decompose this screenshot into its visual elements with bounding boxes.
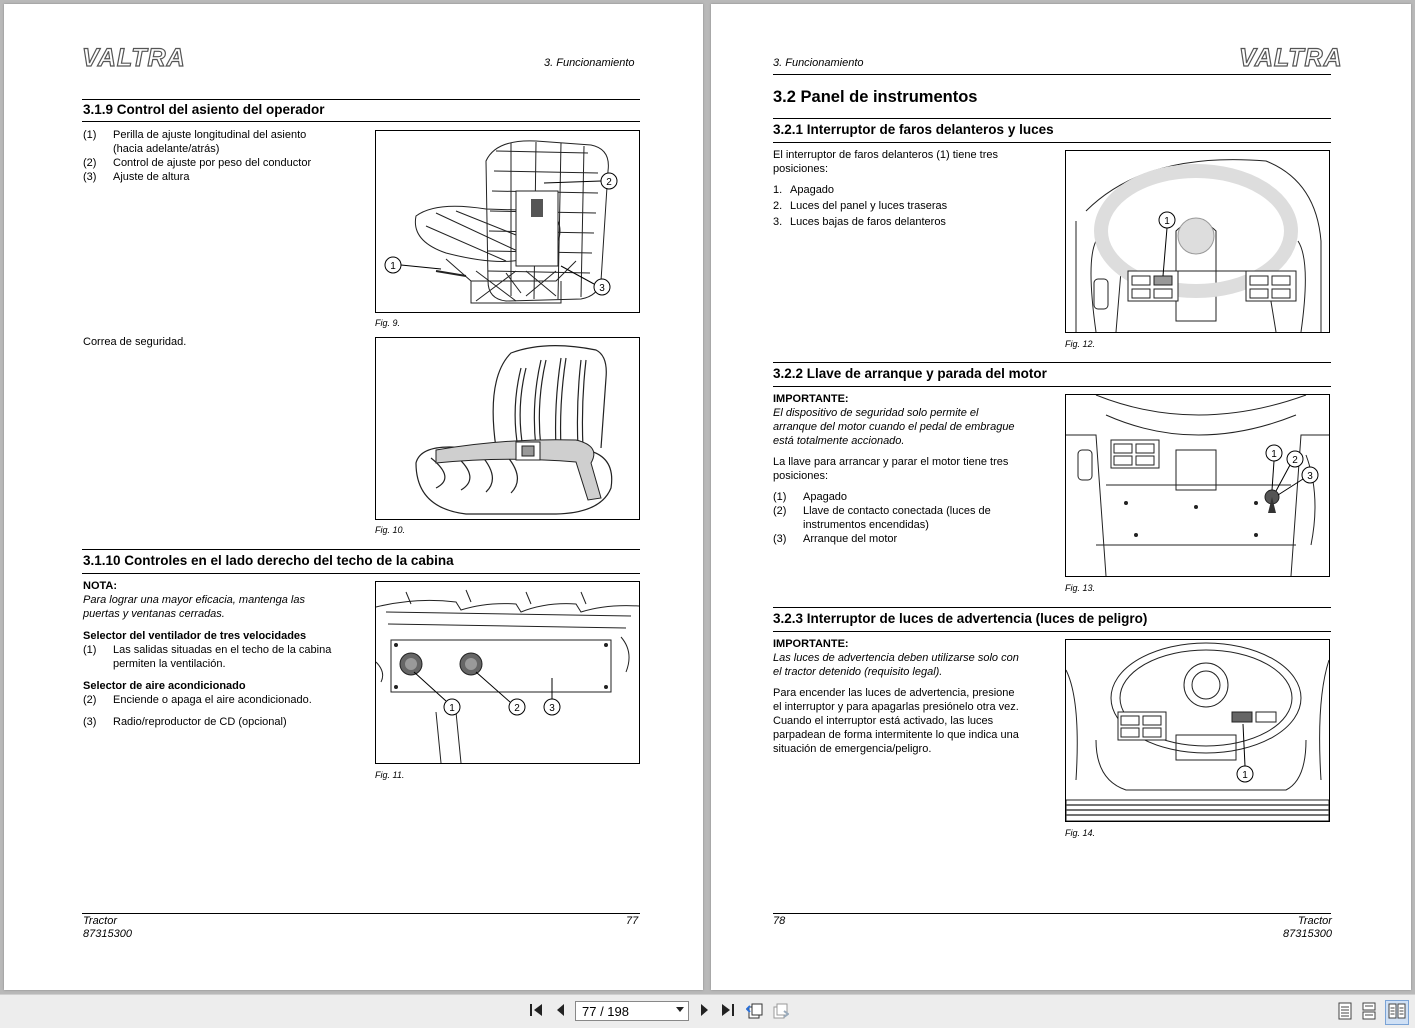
next-page-icon[interactable] (696, 1002, 712, 1021)
running-head: 3. Funcionamiento (773, 57, 864, 69)
figure-caption: Fig. 11. (375, 770, 405, 780)
page-indicator: 77 / 198 (582, 1004, 629, 1019)
divider (773, 142, 1331, 143)
dashboard-illustration (1066, 151, 1329, 332)
body-line: Para encender las luces de advertencia, presione (773, 687, 1015, 699)
note-text: Para lograr una mayor eficacia, mantenga las (83, 594, 305, 606)
divider (773, 118, 1331, 119)
svg-text:2: 2 (1292, 455, 1298, 466)
important-label: IMPORTANTE: (773, 393, 849, 405)
list-item: (2) Enciende o apaga el aire acondicionado. (83, 694, 312, 706)
figure-headlight-switch (1065, 150, 1330, 333)
list-item: (1) Perilla de ajuste longitudinal del asiento (83, 129, 307, 141)
prev-page-icon[interactable] (553, 1002, 569, 1021)
callout-1 (1237, 724, 1253, 782)
svg-text:3: 3 (549, 703, 555, 714)
back-view-icon[interactable] (746, 1002, 764, 1023)
roof-controls-illustration (376, 582, 639, 763)
body-line: Cuando el interruptor está activado, las luces (773, 715, 994, 727)
hazard-switch-text (773, 637, 1058, 756)
svg-text:2: 2 (514, 703, 520, 714)
important-text: El dispositivo de seguridad solo permite el (773, 407, 979, 419)
fan-heading: Selector del ventilador de tres velocidades (83, 630, 307, 642)
divider (82, 99, 640, 100)
figure-seat-controls (375, 130, 640, 313)
list-item: 3. Luces bajas de faros delanteros (773, 216, 946, 228)
svg-text:1: 1 (390, 261, 396, 272)
important-text: arranque del motor cuando el pedal de embrague (773, 421, 1015, 433)
body-line: parpadean de forma intermitente lo que indica una (773, 729, 1019, 741)
section-title-3-2-1: 3.2.1 Interruptor de faros delanteros y luces (773, 122, 1054, 137)
figure-roof-controls (375, 581, 640, 764)
svg-text:1: 1 (1164, 216, 1170, 227)
callout-3 (561, 266, 610, 295)
footer-product: Tractor 87315300 (83, 915, 132, 940)
page-number: 77 (626, 915, 639, 927)
figure-caption: Fig. 13. (1065, 583, 1096, 593)
ignition-key-text (773, 392, 1058, 546)
svg-text:1: 1 (1242, 770, 1248, 781)
forward-view-icon[interactable] (771, 1002, 789, 1023)
callout-1 (1266, 445, 1282, 490)
svg-text:1: 1 (449, 703, 455, 714)
valtra-logo: VALTRA (82, 44, 186, 72)
chevron-down-icon (676, 1007, 684, 1012)
hazard-illustration (1066, 640, 1329, 821)
section-title-3-2: 3.2 Panel de instrumentos (773, 88, 978, 106)
list-item: (2) Llave de contacto conectada (luces de (773, 505, 991, 517)
figure-caption: Fig. 12. (1065, 339, 1096, 349)
list-item: 1. Apagado (773, 184, 835, 196)
body-line: situación de emergencia/peligro. (773, 743, 932, 755)
ac-heading: Selector de aire acondicionado (83, 680, 246, 692)
footer-product: Tractor 87315300 (1283, 915, 1332, 940)
list-item: (1) Las salidas situadas en el techo de la cabina (83, 644, 332, 656)
headlight-switch-text (773, 148, 1053, 229)
figure-caption: Fig. 14. (1065, 828, 1096, 838)
section-title-3-2-3: 3.2.3 Interruptor de luces de advertencia (luces de peligro) (773, 611, 1148, 626)
intro-line: posiciones: (773, 470, 829, 482)
divider (773, 631, 1331, 632)
note-text: puertas y ventanas cerradas. (83, 608, 225, 620)
body-line: el interruptor y para apagarlas presiónelo otra vez. (773, 701, 1019, 713)
divider (82, 121, 640, 122)
list-item: instrumentos encendidas) (803, 519, 929, 531)
single-page-view-icon[interactable] (1337, 1002, 1353, 1023)
figure-hazard-switch (1065, 639, 1330, 822)
list-item: (3) Arranque del motor (773, 533, 898, 545)
list-item: (1) Apagado (773, 491, 848, 503)
figure-caption: Fig. 10. (375, 525, 406, 535)
list-item: (2) Control de ajuste por peso del conductor (83, 157, 312, 169)
callout-2 (544, 173, 617, 189)
divider (773, 386, 1331, 387)
cabin-controls-text (83, 579, 363, 729)
intro-line: posiciones: (773, 163, 829, 175)
list-item: (3) Ajuste de altura (83, 171, 190, 183)
intro-line: El interruptor de faros delanteros (1) tiene tres (773, 149, 999, 161)
svg-text:1: 1 (1271, 449, 1277, 460)
page-number: 78 (773, 915, 786, 927)
divider (773, 362, 1331, 363)
figure-ignition-key (1065, 394, 1330, 577)
seat-controls-list (83, 128, 353, 184)
svg-text:3: 3 (599, 283, 605, 294)
list-item: (hacia adelante/atrás) (113, 143, 220, 155)
viewer-toolbar (0, 994, 1415, 1028)
list-item: permiten la ventilación. (113, 658, 226, 670)
divider (773, 74, 1331, 75)
callout-1 (1159, 212, 1175, 276)
page-number-select[interactable] (575, 1001, 689, 1021)
figure-seat-belt (375, 337, 640, 520)
important-label: IMPORTANTE: (773, 638, 849, 650)
divider (82, 573, 640, 574)
divider (82, 913, 640, 914)
facing-pages-view-icon[interactable] (1385, 1000, 1409, 1025)
seat-illustration (376, 131, 639, 312)
divider (82, 549, 640, 550)
continuous-view-icon[interactable] (1361, 1002, 1377, 1023)
seat-belt-label: Correa de seguridad. (83, 336, 187, 348)
seat-belt-illustration (376, 338, 639, 519)
important-text: Las luces de advertencia deben utilizarse solo con (773, 652, 1019, 664)
valtra-logo: VALTRA (1239, 44, 1343, 72)
section-title-3-2-2: 3.2.2 Llave de arranque y parada del motor (773, 366, 1047, 381)
svg-text:3: 3 (1307, 471, 1313, 482)
svg-text:2: 2 (606, 177, 612, 188)
left-page (4, 4, 703, 990)
running-head: 3. Funcionamiento (544, 57, 635, 69)
section-title-3-1-10: 3.1.10 Controles en el lado derecho del techo de la cabina (83, 553, 454, 568)
ignition-illustration (1066, 395, 1329, 576)
divider (773, 607, 1331, 608)
section-title-3-1-9: 3.1.9 Control del asiento del operador (83, 102, 325, 117)
callout-1 (385, 257, 441, 273)
important-text: está totalmente accionado. (773, 435, 905, 447)
divider (773, 913, 1331, 914)
first-page-icon[interactable] (528, 1002, 544, 1021)
important-text: el tractor detenido (requisito legal). (773, 666, 943, 678)
right-page (711, 4, 1411, 990)
list-item: 2. Luces del panel y luces traseras (773, 200, 948, 212)
last-page-icon[interactable] (720, 1002, 736, 1021)
list-item: (3) Radio/reproductor de CD (opcional) (83, 716, 287, 728)
note-label: NOTA: (83, 580, 118, 592)
intro-line: La llave para arrancar y parar el motor tiene tres (773, 456, 1009, 468)
figure-caption: Fig. 9. (375, 318, 401, 328)
